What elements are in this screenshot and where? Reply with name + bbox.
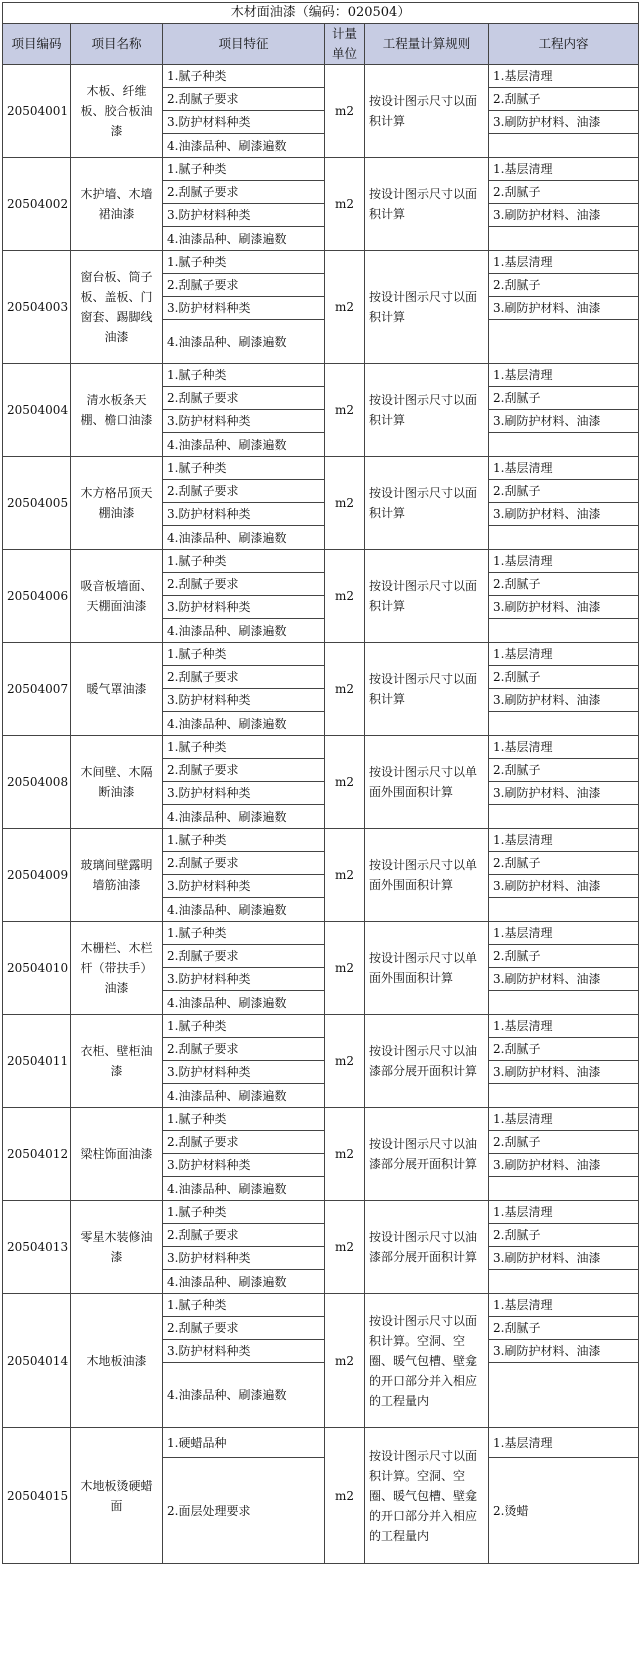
item-name: 零星木装修油漆 bbox=[71, 1201, 163, 1294]
item-code: 20504012 bbox=[3, 1108, 71, 1201]
rule-cell: 按设计图示尺寸以油漆部分展开面积计算 bbox=[365, 1015, 489, 1108]
work-cell: 3.刷防护材料、油漆 bbox=[489, 503, 639, 526]
work-cell-empty bbox=[489, 227, 639, 251]
work-cell-empty bbox=[489, 991, 639, 1015]
item-name: 木栅栏、木栏杆（带扶手）油漆 bbox=[71, 922, 163, 1015]
work-cell: 3.刷防护材料、油漆 bbox=[489, 111, 639, 134]
feature-cell: 3.防护材料种类 bbox=[163, 111, 325, 134]
work-cell: 2.刮腻子 bbox=[489, 1038, 639, 1061]
unit-cell: m2 bbox=[325, 643, 365, 736]
feature-cell: 1.腻子种类 bbox=[163, 643, 325, 666]
table-row bbox=[3, 1015, 639, 1038]
feature-cell: 4.油漆品种、刷漆遍数 bbox=[163, 1084, 325, 1108]
feature-cell: 3.防护材料种类 bbox=[163, 503, 325, 526]
feature-cell: 1.腻子种类 bbox=[163, 736, 325, 759]
work-cell: 2.刮腻子 bbox=[489, 1224, 639, 1247]
feature-cell: 2.刮腻子要求 bbox=[163, 387, 325, 410]
feature-cell: 1.腻子种类 bbox=[163, 550, 325, 573]
work-cell-empty bbox=[489, 134, 639, 158]
header-works: 工程内容 bbox=[489, 24, 639, 65]
work-cell-empty bbox=[489, 1270, 639, 1294]
item-name: 暖气罩油漆 bbox=[71, 643, 163, 736]
feature-cell: 1.腻子种类 bbox=[163, 251, 325, 274]
item-code: 20504001 bbox=[3, 65, 71, 158]
table-row bbox=[3, 550, 639, 573]
work-cell: 1.基层清理 bbox=[489, 922, 639, 945]
feature-cell: 1.腻子种类 bbox=[163, 1294, 325, 1317]
work-cell-empty bbox=[489, 619, 639, 643]
unit-cell: m2 bbox=[325, 457, 365, 550]
table-row bbox=[3, 1108, 639, 1131]
feature-cell: 1.硬蜡品种 bbox=[163, 1428, 325, 1458]
work-cell: 3.刷防护材料、油漆 bbox=[489, 297, 639, 320]
feature-cell: 2.刮腻子要求 bbox=[163, 88, 325, 111]
work-cell: 1.基层清理 bbox=[489, 643, 639, 666]
table-row bbox=[3, 829, 639, 852]
work-cell: 2.刮腻子 bbox=[489, 1317, 639, 1340]
table-row bbox=[3, 1201, 639, 1224]
item-name: 木地板烫硬蜡面 bbox=[71, 1428, 163, 1564]
feature-cell: 3.防护材料种类 bbox=[163, 297, 325, 320]
work-cell: 1.基层清理 bbox=[489, 1201, 639, 1224]
item-name: 衣柜、壁柜油漆 bbox=[71, 1015, 163, 1108]
item-name: 木地板油漆 bbox=[71, 1294, 163, 1428]
rule-cell: 按设计图示尺寸以单面外围面积计算 bbox=[365, 829, 489, 922]
work-cell: 3.刷防护材料、油漆 bbox=[489, 968, 639, 991]
work-cell: 1.基层清理 bbox=[489, 364, 639, 387]
work-cell: 2.刮腻子 bbox=[489, 387, 639, 410]
feature-cell: 1.腻子种类 bbox=[163, 158, 325, 181]
work-cell: 2.刮腻子 bbox=[489, 274, 639, 297]
item-code: 20504011 bbox=[3, 1015, 71, 1108]
feature-cell: 1.腻子种类 bbox=[163, 1108, 325, 1131]
header-features: 项目特征 bbox=[163, 24, 325, 65]
work-cell: 1.基层清理 bbox=[489, 1108, 639, 1131]
rule-cell: 按设计图示尺寸以面积计算 bbox=[365, 158, 489, 251]
feature-cell: 2.刮腻子要求 bbox=[163, 1131, 325, 1154]
feature-cell: 2.刮腻子要求 bbox=[163, 666, 325, 689]
work-cell: 2.烫蜡 bbox=[489, 1458, 639, 1564]
table-row bbox=[3, 922, 639, 945]
work-cell: 2.刮腻子 bbox=[489, 666, 639, 689]
rule-cell: 按设计图示尺寸以面积计算。空洞、空圈、暖气包槽、壁龛的开口部分并入相应的工程量内 bbox=[365, 1428, 489, 1564]
item-name: 玻璃间壁露明墙筋油漆 bbox=[71, 829, 163, 922]
feature-cell: 4.油漆品种、刷漆遍数 bbox=[163, 227, 325, 251]
work-cell-empty bbox=[489, 1084, 639, 1108]
rule-cell: 按设计图示尺寸以面积计算 bbox=[365, 643, 489, 736]
rule-cell: 按设计图示尺寸以单面外围面积计算 bbox=[365, 922, 489, 1015]
work-cell-empty bbox=[489, 320, 639, 364]
work-cell: 2.刮腻子 bbox=[489, 945, 639, 968]
table-row bbox=[3, 1294, 639, 1317]
feature-cell: 3.防护材料种类 bbox=[163, 410, 325, 433]
table-title: 木材面油漆（编码：020504） bbox=[3, 3, 639, 24]
feature-cell: 4.油漆品种、刷漆遍数 bbox=[163, 619, 325, 643]
item-code: 20504005 bbox=[3, 457, 71, 550]
feature-cell: 4.油漆品种、刷漆遍数 bbox=[163, 134, 325, 158]
work-cell: 1.基层清理 bbox=[489, 829, 639, 852]
work-cell: 2.刮腻子 bbox=[489, 852, 639, 875]
work-cell-empty bbox=[489, 805, 639, 829]
work-cell: 3.刷防护材料、油漆 bbox=[489, 596, 639, 619]
feature-cell: 1.腻子种类 bbox=[163, 1015, 325, 1038]
feature-cell: 2.刮腻子要求 bbox=[163, 852, 325, 875]
work-cell: 1.基层清理 bbox=[489, 550, 639, 573]
header-code: 项目编码 bbox=[3, 24, 71, 65]
unit-cell: m2 bbox=[325, 65, 365, 158]
feature-cell: 3.防护材料种类 bbox=[163, 1154, 325, 1177]
table-row bbox=[3, 643, 639, 666]
table-row bbox=[3, 1428, 639, 1458]
feature-cell: 2.刮腻子要求 bbox=[163, 274, 325, 297]
item-name: 木护墙、木墙裙油漆 bbox=[71, 158, 163, 251]
work-cell-empty bbox=[489, 712, 639, 736]
work-cell: 1.基层清理 bbox=[489, 158, 639, 181]
work-cell-empty bbox=[489, 526, 639, 550]
work-cell: 3.刷防护材料、油漆 bbox=[489, 1247, 639, 1270]
feature-cell: 3.防护材料种类 bbox=[163, 204, 325, 227]
feature-cell: 4.油漆品种、刷漆遍数 bbox=[163, 805, 325, 829]
work-cell-empty bbox=[489, 1177, 639, 1201]
header-rule: 工程量计算规则 bbox=[365, 24, 489, 65]
work-cell: 3.刷防护材料、油漆 bbox=[489, 410, 639, 433]
rule-cell: 按设计图示尺寸以面积计算 bbox=[365, 65, 489, 158]
rule-cell: 按设计图示尺寸以油漆部分展开面积计算 bbox=[365, 1108, 489, 1201]
header-unit: 计量单位 bbox=[325, 24, 365, 65]
feature-cell: 3.防护材料种类 bbox=[163, 782, 325, 805]
item-code: 20504014 bbox=[3, 1294, 71, 1428]
table-row bbox=[3, 158, 639, 181]
unit-cell: m2 bbox=[325, 158, 365, 251]
feature-cell: 1.腻子种类 bbox=[163, 457, 325, 480]
feature-cell: 3.防护材料种类 bbox=[163, 689, 325, 712]
work-cell: 3.刷防护材料、油漆 bbox=[489, 1154, 639, 1177]
feature-cell: 2.刮腻子要求 bbox=[163, 480, 325, 503]
feature-cell: 2.面层处理要求 bbox=[163, 1458, 325, 1564]
feature-cell: 4.油漆品种、刷漆遍数 bbox=[163, 320, 325, 364]
item-name: 木板、纤维板、胶合板油漆 bbox=[71, 65, 163, 158]
work-cell: 2.刮腻子 bbox=[489, 573, 639, 596]
unit-cell: m2 bbox=[325, 251, 365, 364]
unit-cell: m2 bbox=[325, 550, 365, 643]
work-cell: 1.基层清理 bbox=[489, 1428, 639, 1458]
feature-cell: 2.刮腻子要求 bbox=[163, 573, 325, 596]
unit-cell: m2 bbox=[325, 922, 365, 1015]
unit-cell: m2 bbox=[325, 1108, 365, 1201]
feature-cell: 1.腻子种类 bbox=[163, 922, 325, 945]
unit-cell: m2 bbox=[325, 1201, 365, 1294]
rule-cell: 按设计图示尺寸以面积计算 bbox=[365, 251, 489, 364]
item-code: 20504002 bbox=[3, 158, 71, 251]
work-cell: 3.刷防护材料、油漆 bbox=[489, 1061, 639, 1084]
paint-spec-table bbox=[2, 2, 639, 1564]
item-code: 20504010 bbox=[3, 922, 71, 1015]
work-cell: 1.基层清理 bbox=[489, 457, 639, 480]
work-cell: 2.刮腻子 bbox=[489, 759, 639, 782]
item-code: 20504008 bbox=[3, 736, 71, 829]
feature-cell: 4.油漆品种、刷漆遍数 bbox=[163, 526, 325, 550]
rule-cell: 按设计图示尺寸以面积计算 bbox=[365, 364, 489, 457]
table-row bbox=[3, 736, 639, 759]
item-name: 木间壁、木隔断油漆 bbox=[71, 736, 163, 829]
table-row bbox=[3, 251, 639, 274]
item-code: 20504013 bbox=[3, 1201, 71, 1294]
feature-cell: 3.防护材料种类 bbox=[163, 875, 325, 898]
work-cell: 1.基层清理 bbox=[489, 251, 639, 274]
unit-cell: m2 bbox=[325, 1015, 365, 1108]
feature-cell: 2.刮腻子要求 bbox=[163, 759, 325, 782]
feature-cell: 4.油漆品种、刷漆遍数 bbox=[163, 712, 325, 736]
feature-cell: 2.刮腻子要求 bbox=[163, 1317, 325, 1340]
rule-cell: 按设计图示尺寸以油漆部分展开面积计算 bbox=[365, 1201, 489, 1294]
work-cell-empty bbox=[489, 898, 639, 922]
feature-cell: 4.油漆品种、刷漆遍数 bbox=[163, 1270, 325, 1294]
feature-cell: 1.腻子种类 bbox=[163, 1201, 325, 1224]
work-cell: 1.基层清理 bbox=[489, 1015, 639, 1038]
item-code: 20504009 bbox=[3, 829, 71, 922]
feature-cell: 3.防护材料种类 bbox=[163, 596, 325, 619]
work-cell: 3.刷防护材料、油漆 bbox=[489, 689, 639, 712]
rule-cell: 按设计图示尺寸以面积计算 bbox=[365, 550, 489, 643]
item-code: 20504004 bbox=[3, 364, 71, 457]
unit-cell: m2 bbox=[325, 1428, 365, 1564]
header-name: 项目名称 bbox=[71, 24, 163, 65]
rule-cell: 按设计图示尺寸以单面外围面积计算 bbox=[365, 736, 489, 829]
work-cell: 2.刮腻子 bbox=[489, 1131, 639, 1154]
feature-cell: 1.腻子种类 bbox=[163, 364, 325, 387]
feature-cell: 1.腻子种类 bbox=[163, 65, 325, 88]
item-name: 窗台板、筒子板、盖板、门窗套、踢脚线油漆 bbox=[71, 251, 163, 364]
rule-cell: 按设计图示尺寸以面积计算。空洞、空圈、暖气包槽、壁龛的开口部分并入相应的工程量内 bbox=[365, 1294, 489, 1428]
rule-cell: 按设计图示尺寸以面积计算 bbox=[365, 457, 489, 550]
work-cell: 3.刷防护材料、油漆 bbox=[489, 204, 639, 227]
work-cell-empty bbox=[489, 1363, 639, 1428]
feature-cell: 4.油漆品种、刷漆遍数 bbox=[163, 898, 325, 922]
item-name: 木方格吊顶天棚油漆 bbox=[71, 457, 163, 550]
item-code: 20504006 bbox=[3, 550, 71, 643]
work-cell: 2.刮腻子 bbox=[489, 480, 639, 503]
table-row bbox=[3, 364, 639, 387]
work-cell: 1.基层清理 bbox=[489, 65, 639, 88]
feature-cell: 3.防护材料种类 bbox=[163, 1340, 325, 1363]
work-cell: 3.刷防护材料、油漆 bbox=[489, 875, 639, 898]
item-code: 20504003 bbox=[3, 251, 71, 364]
feature-cell: 4.油漆品种、刷漆遍数 bbox=[163, 1177, 325, 1201]
feature-cell: 4.油漆品种、刷漆遍数 bbox=[163, 991, 325, 1015]
work-cell-empty bbox=[489, 433, 639, 457]
feature-cell: 2.刮腻子要求 bbox=[163, 181, 325, 204]
feature-cell: 3.防护材料种类 bbox=[163, 968, 325, 991]
work-cell: 2.刮腻子 bbox=[489, 181, 639, 204]
work-cell: 1.基层清理 bbox=[489, 1294, 639, 1317]
feature-cell: 2.刮腻子要求 bbox=[163, 1038, 325, 1061]
unit-cell: m2 bbox=[325, 829, 365, 922]
feature-cell: 4.油漆品种、刷漆遍数 bbox=[163, 433, 325, 457]
feature-cell: 2.刮腻子要求 bbox=[163, 1224, 325, 1247]
item-code: 20504007 bbox=[3, 643, 71, 736]
unit-cell: m2 bbox=[325, 736, 365, 829]
feature-cell: 3.防护材料种类 bbox=[163, 1247, 325, 1270]
work-cell: 2.刮腻子 bbox=[489, 88, 639, 111]
item-name: 清水板条天棚、檐口油漆 bbox=[71, 364, 163, 457]
work-cell: 3.刷防护材料、油漆 bbox=[489, 782, 639, 805]
item-name: 梁柱饰面油漆 bbox=[71, 1108, 163, 1201]
work-cell: 3.刷防护材料、油漆 bbox=[489, 1340, 639, 1363]
work-cell: 1.基层清理 bbox=[489, 736, 639, 759]
item-code: 20504015 bbox=[3, 1428, 71, 1564]
feature-cell: 2.刮腻子要求 bbox=[163, 945, 325, 968]
table-row bbox=[3, 457, 639, 480]
feature-cell: 1.腻子种类 bbox=[163, 829, 325, 852]
header-row bbox=[3, 24, 639, 65]
feature-cell: 4.油漆品种、刷漆遍数 bbox=[163, 1363, 325, 1428]
feature-cell: 3.防护材料种类 bbox=[163, 1061, 325, 1084]
item-name: 吸音板墙面、天棚面油漆 bbox=[71, 550, 163, 643]
unit-cell: m2 bbox=[325, 1294, 365, 1428]
table-row bbox=[3, 65, 639, 88]
unit-cell: m2 bbox=[325, 364, 365, 457]
